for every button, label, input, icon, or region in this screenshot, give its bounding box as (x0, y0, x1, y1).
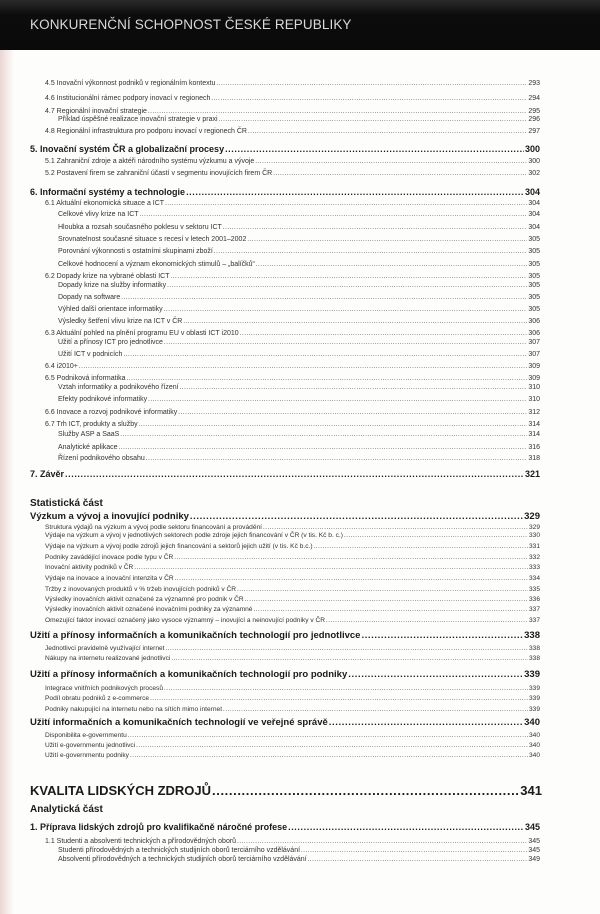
toc-page-number: 309 (528, 375, 540, 382)
toc-entry (45, 586, 540, 593)
toc-entry-title: Výsledky inovačních aktivit označené za významné pro podnik v ČR (45, 596, 244, 603)
toc-entry (45, 564, 540, 571)
dot-leader (214, 249, 527, 255)
dot-leader (165, 646, 528, 652)
dot-leader (119, 445, 528, 451)
toc-page-number: 338 (524, 630, 540, 641)
dot-leader (223, 225, 528, 231)
toc-entry (45, 80, 540, 87)
dot-leader (273, 171, 527, 177)
toc-page-number: 337 (528, 606, 540, 613)
toc-page-number: 304 (528, 224, 540, 231)
toc-entry (30, 469, 540, 479)
toc-entry-title: Disponibilita e-governmentu (45, 732, 127, 739)
dot-leader (248, 129, 527, 135)
dot-leader (140, 212, 528, 218)
toc-entry-title: Výdaje na výzkum a vývoj podle zdrojů jejich financování a sektorů jejich užití (v tis. Kč b.c.) (45, 543, 313, 550)
toc-entry (58, 261, 540, 268)
toc-page-number: 339 (524, 669, 540, 680)
toc-entry-title: Užití e-governmentu jednotlivci (45, 742, 136, 749)
toc-entry-title: Tržby z inovovaných produktů v % tržeb inovujících podniků v ČR (45, 586, 237, 593)
toc-page-number: 339 (528, 685, 540, 692)
dot-leader (134, 565, 528, 571)
toc-entry-title: Služby ASP a SaaS (58, 431, 120, 438)
toc-entry-title: Výdaje na výzkum a vývoj v jednotlivých sektorech podle zdroje jejich financování v ČR (v tis. Kč b. c.) (45, 532, 343, 539)
toc-page-number: 340 (528, 742, 540, 749)
toc-entry-title: Struktura výdajů na výzkum a vývoj podle sektoru financování a provádění (45, 524, 262, 531)
toc-entry-title: Výsledky inovačních aktivit označené inovačními podniky za významné (45, 606, 253, 613)
dot-leader (167, 283, 527, 289)
toc-entry (30, 187, 540, 197)
toc-entry (58, 339, 540, 346)
dot-leader (344, 533, 528, 539)
toc-page-number: 310 (528, 396, 540, 403)
toc-entry-title: Užití a přínosy ICT pro jednotlivce (58, 339, 163, 346)
toc-entry-title: Integrace vnitřních podnikových procesů (45, 685, 164, 692)
toc-page-number: 314 (528, 421, 540, 428)
dot-leader (245, 597, 528, 603)
toc-entry (45, 108, 540, 115)
toc-page-number: 334 (528, 575, 540, 582)
toc-entry (58, 384, 540, 391)
toc-page-number: 302 (528, 170, 540, 177)
toc-page-number: 338 (528, 655, 540, 662)
toc-entry (58, 306, 540, 313)
dot-leader (121, 295, 527, 301)
toc-page-number: 310 (528, 384, 540, 391)
toc-page-number: 304 (528, 211, 540, 218)
toc-entry-title: Statistická část (30, 498, 103, 509)
toc-entry (45, 273, 540, 280)
toc-entry (45, 543, 540, 550)
toc-entry (30, 669, 540, 680)
dot-leader (301, 848, 527, 854)
dot-leader (174, 555, 528, 561)
toc-page-number: 297 (528, 128, 540, 135)
dot-leader (148, 109, 527, 115)
dot-leader (348, 669, 523, 680)
toc-entry (45, 524, 540, 531)
toc-entry-title: Inovační aktivity podniků v ČR (45, 564, 134, 571)
dot-leader (329, 717, 523, 728)
dot-leader (211, 96, 527, 102)
toc-entry-title: Podíl obratu podniků z e-commerce (45, 695, 150, 702)
dot-leader (128, 733, 528, 739)
dot-leader (164, 307, 528, 313)
dot-leader (175, 576, 528, 582)
toc-page-number: 305 (528, 294, 540, 301)
toc-entry (45, 695, 540, 702)
dot-leader (225, 144, 524, 154)
toc-entry (45, 752, 540, 759)
toc-page-number: 337 (528, 617, 540, 624)
toc-entry-title: Užití ICT v podnicích (58, 351, 123, 358)
dot-leader (150, 696, 528, 702)
toc-page-number: 314 (528, 431, 540, 438)
toc-page-number: 293 (528, 80, 540, 87)
page-edge-shadow (0, 50, 14, 914)
dot-leader (240, 331, 528, 337)
toc-entry (45, 606, 540, 613)
toc-entry (58, 431, 540, 438)
toc-page-number: 349 (528, 856, 540, 863)
toc-entry-title: 5.1 Zahraniční zdroje a aktéři národního systému výzkumu a vývoje (45, 158, 255, 165)
toc-entry (45, 554, 540, 561)
toc-entry (45, 645, 540, 652)
toc-entry-title: 6.1 Aktuální ekonomická situace a ICT (45, 200, 165, 207)
toc-entry-title: 4.8 Regionální infrastruktura pro podporu inovací v regionech ČR (45, 128, 247, 135)
toc-page-number: 309 (528, 363, 540, 370)
toc-page-number: 305 (528, 261, 540, 268)
header-title: KONKURENČNÍ SCHOPNOST ČESKÉ REPUBLIKY (30, 17, 352, 32)
toc-entry (58, 294, 540, 301)
dot-leader (216, 81, 527, 87)
dot-leader (79, 364, 527, 370)
dot-leader (165, 201, 527, 207)
dot-leader (263, 525, 528, 531)
toc-entry-title: 5.2 Postavení firem se zahraniční účastí v segmentu inovujících firem ČR (45, 170, 273, 177)
dot-leader (186, 187, 524, 197)
toc-page-number: 304 (524, 187, 540, 197)
toc-entry (30, 630, 540, 641)
toc-entry (58, 116, 540, 123)
toc-entry-title: KVALITA LIDSKÝCH ZDROJŮ (30, 783, 212, 798)
toc-entry-title: 6.4 i2010+ (45, 363, 78, 370)
toc-entry-title: Vztah informatiky a podnikového řízení (58, 384, 179, 391)
toc-entry-title: 4.6 Institucionální rámec podpory inovací v regionech (45, 95, 211, 102)
toc-entry-title: Řízení podnikového obsahu (58, 455, 145, 462)
toc-entry (45, 170, 540, 177)
toc-entry (58, 248, 540, 255)
toc-page-number: 306 (528, 330, 540, 337)
toc-entry-title: Jednotlivci pravidelně využívající internet (45, 645, 165, 652)
toc-entry-title: Celkové hodnocení a význam ekonomických stimulů – „balíčků“ (58, 261, 255, 268)
toc-page-number: 340 (524, 717, 540, 728)
toc-page-number: 321 (524, 469, 540, 479)
toc-entry (30, 783, 542, 798)
toc-page-number: 300 (528, 158, 540, 165)
toc-entry (58, 396, 540, 403)
toc-page-number: 340 (528, 732, 540, 739)
toc-page-number: 339 (528, 706, 540, 713)
dot-leader (164, 686, 528, 692)
dot-leader (253, 607, 528, 613)
dot-leader (171, 656, 528, 662)
toc-entry-title: Užití a přínosy informačních a komunikačních technologií pro jednotlivce (30, 630, 361, 641)
toc-entry-title: Absolventi přírodovědných a technických studijních oborů terciárního vzdělávání (58, 856, 307, 863)
toc-entry (45, 330, 540, 337)
dot-leader (288, 822, 524, 832)
toc-entry-title: Užití informačních a komunikačních technologií ve veřejné správě (30, 717, 328, 728)
toc-entry (58, 856, 540, 863)
toc-page-number: 330 (528, 532, 540, 539)
toc-entry-title: 4.5 Inovační výkonnost podniků v regionálním kontextu (45, 80, 216, 87)
toc-entry (30, 511, 540, 522)
toc-entry (45, 732, 540, 739)
toc-entry-title: Podniky zavádějící inovace podle typu v ČR (45, 554, 174, 561)
toc-entry (58, 444, 540, 451)
toc-entry (45, 532, 540, 539)
dot-leader (308, 857, 528, 863)
toc-entry (45, 200, 540, 207)
dot-leader (237, 587, 528, 593)
dot-leader (247, 237, 527, 243)
toc-entry-title: Užití e-governmentu podniky (45, 752, 129, 759)
toc-page-number: 295 (528, 108, 540, 115)
toc-entry (58, 847, 540, 854)
dot-leader (123, 352, 527, 358)
toc-entry (58, 318, 540, 325)
toc-entry-title: 6.6 Inovace a rozvoj podnikové informatiky (45, 409, 178, 416)
toc-page-number: 345 (528, 847, 540, 854)
toc-page-number: 345 (524, 822, 540, 832)
toc-entry-title: Efekty podnikové informatiky (58, 396, 148, 403)
toc-entry (45, 706, 540, 713)
dot-leader (256, 262, 527, 268)
toc-entry-title: 6.5 Podniková informatika (45, 375, 126, 382)
toc-entry-title: Dopady krize na služby informatiky (58, 282, 167, 289)
dot-leader (223, 707, 528, 713)
toc-entry-title: 6.3 Aktuální pohled na plnění programu EU v oblasti ICT i2010 (45, 330, 239, 337)
toc-entry-title: Užití a přínosy informačních a komunikačních technologií pro podniky (30, 669, 348, 680)
toc-page-number: 305 (528, 306, 540, 313)
toc-page-number: 329 (528, 524, 540, 531)
toc-entry (45, 409, 540, 416)
dot-leader (139, 422, 528, 428)
dot-leader (212, 783, 519, 798)
toc-entry (58, 211, 540, 218)
toc-entry-title: Analytické aplikace (58, 444, 118, 451)
toc-entry (30, 144, 540, 154)
toc-entry-title: 4.7 Regionální inovační strategie (45, 108, 147, 115)
toc-page-number: 339 (528, 695, 540, 702)
toc-page-number: 305 (528, 248, 540, 255)
dot-leader (361, 630, 523, 641)
toc-page-number: 329 (524, 511, 540, 522)
toc-page-number: 333 (528, 564, 540, 571)
toc-entry-title: 6.2 Dopady krize na vybrané oblasti ICT (45, 273, 170, 280)
toc-entry-title: Dopady na software (58, 294, 121, 301)
toc-entry-title: Studenti přírodovědných a technických studijních oborů terciárního vzdělávání (58, 847, 301, 854)
toc-page-number: 338 (528, 645, 540, 652)
toc-page-number: 304 (528, 200, 540, 207)
toc-page-number: 316 (528, 444, 540, 451)
toc-entry (45, 838, 540, 845)
dot-leader (178, 410, 527, 416)
dot-leader (180, 385, 528, 391)
toc-part-heading (30, 804, 540, 815)
toc-entry-title: 1. Příprava lidských zdrojů pro kvalifikačně náročné profese (30, 822, 288, 832)
toc-entry-title: 6. Informační systémy a technologie (30, 187, 186, 197)
toc-page-number: 341 (520, 783, 542, 798)
dot-leader (164, 340, 527, 346)
toc-page-number: 318 (528, 455, 540, 462)
toc-entry (58, 455, 540, 462)
toc-entry (45, 575, 540, 582)
dot-leader (148, 397, 527, 403)
toc-page-number: 312 (528, 409, 540, 416)
toc-entry (45, 742, 540, 749)
toc-page-number: 307 (528, 339, 540, 346)
dot-leader (219, 117, 528, 123)
toc-page-number: 332 (528, 554, 540, 561)
toc-page-number: 306 (528, 318, 540, 325)
dot-leader (65, 469, 524, 479)
toc-page-number: 300 (524, 144, 540, 154)
toc-entry (58, 351, 540, 358)
toc-entry-title: Výzkum a vývoj a inovující podniky (30, 511, 189, 522)
toc-entry-title: Podniky nakupující na internetu nebo na sítích mimo internet (45, 706, 223, 713)
toc-entry (45, 128, 540, 135)
toc-entry-title: Celkové vlivy krize na ICT (58, 211, 139, 218)
toc-entry (30, 822, 540, 832)
toc-entry-title: Výhled další orientace informatiky (58, 306, 163, 313)
toc-page-number: 294 (528, 95, 540, 102)
toc-entry-title: Výdaje na inovace a inovační intenzita v ČR (45, 575, 174, 582)
toc-entry-title: Porovnání výkonnosti s ostatními skupinami zboží (58, 248, 213, 255)
toc-entry-title: Výsledky šetření vlivu krize na ICT v ČR (58, 318, 183, 325)
toc-page-number: 335 (528, 586, 540, 593)
dot-leader (136, 743, 528, 749)
toc-entry (45, 596, 540, 603)
toc-page-number: 345 (528, 838, 540, 845)
dot-leader (314, 544, 528, 550)
dot-leader (171, 274, 528, 280)
toc-entry (45, 95, 540, 102)
dot-leader (326, 618, 528, 624)
toc-page-number: 305 (528, 273, 540, 280)
dot-leader (127, 376, 528, 382)
toc-entry (45, 685, 540, 692)
toc-entry (58, 282, 540, 289)
toc-entry (58, 224, 540, 231)
toc-page-number: 336 (528, 596, 540, 603)
toc-entry (45, 158, 540, 165)
toc-entry (45, 363, 540, 370)
toc-entry-title: Omezující faktor inovací označený jako vysoce významný – inovující a neinovující podniky v ČR (45, 617, 325, 624)
dot-leader (183, 319, 527, 325)
toc-page-number: 331 (528, 543, 540, 550)
toc-page-number: 307 (528, 351, 540, 358)
toc-entry-title: Hloubka a rozsah současného poklesu v sektoru ICT (58, 224, 222, 231)
running-header (0, 0, 600, 50)
toc-entry-title: 6.7 Trh ICT, produkty a služby (45, 421, 138, 428)
toc-page-number: 296 (528, 116, 540, 123)
toc-entry-title: Nákupy na internetu realizované jednotlivci (45, 655, 171, 662)
dot-leader (190, 511, 523, 522)
toc-page-number: 305 (528, 236, 540, 243)
dot-leader (237, 839, 527, 845)
toc-entry (30, 717, 540, 728)
dot-leader (120, 432, 527, 438)
toc-entry (45, 655, 540, 662)
toc-page-number: 340 (528, 752, 540, 759)
toc-entry-title: 7. Závěr (30, 469, 65, 479)
toc-entry-title: Srovnatelnost současné situace s recesí v letech 2001–2002 (58, 236, 247, 243)
toc-entry-title: 1.1 Studenti a absolventi technických a přírodovědných oborů (45, 838, 237, 845)
toc-entry (58, 236, 540, 243)
toc-entry (45, 617, 540, 624)
dot-leader (146, 456, 528, 462)
dot-leader (255, 159, 527, 165)
toc-entry (45, 421, 540, 428)
toc-entry (45, 375, 540, 382)
toc-entry-title: 5. Inovační systém ČR a globalizační procesy (30, 144, 225, 154)
toc-entry-title: Příklad úspěšné realizace inovační strategie v praxi (58, 116, 218, 123)
toc-page-number: 305 (528, 282, 540, 289)
dot-leader (130, 753, 528, 759)
toc-entry-title: Analytická část (30, 804, 103, 815)
toc-part-heading (30, 498, 540, 509)
